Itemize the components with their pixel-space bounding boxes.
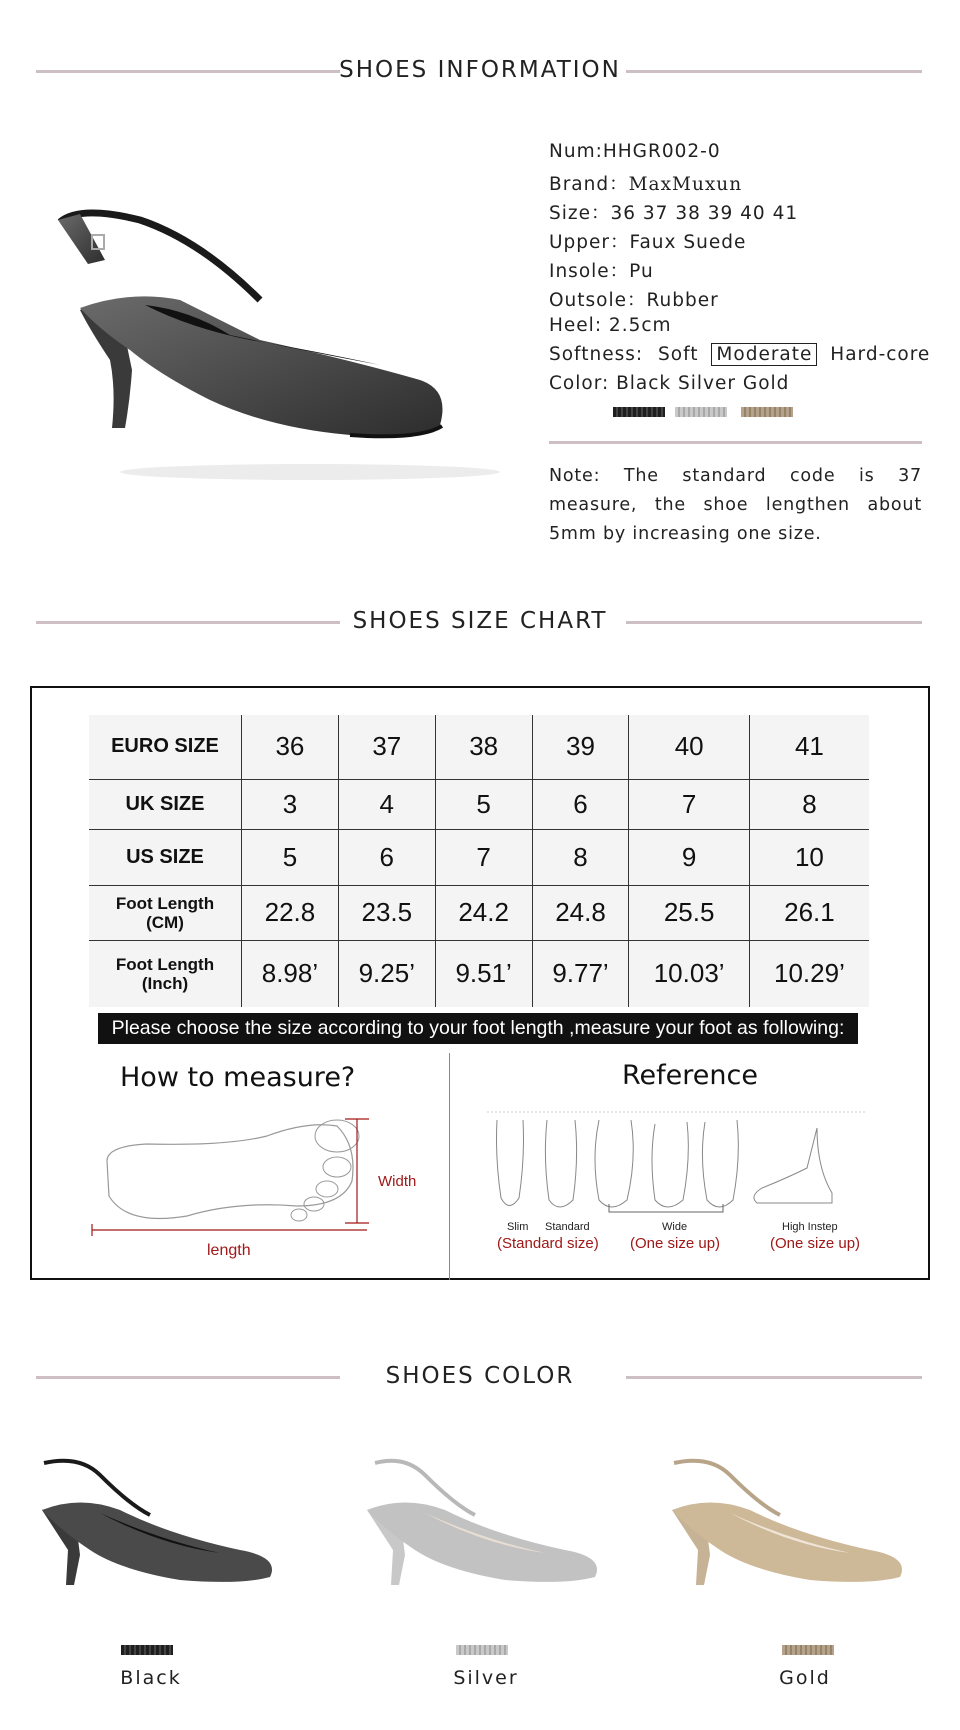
info-softness xyxy=(549,344,930,365)
shoe-black-image xyxy=(40,1455,290,1595)
ref-wide: Wide xyxy=(662,1221,688,1233)
table-cell: 38 xyxy=(435,715,532,779)
size-title: SHOES SIZE CHART xyxy=(352,608,608,634)
section-title-size xyxy=(0,608,960,638)
table-cell: 6 xyxy=(338,829,435,885)
table-cell: 5 xyxy=(242,829,339,885)
table-cell: 4 xyxy=(338,779,435,829)
row-label: US SIZE xyxy=(89,829,242,885)
brand-value: MaxMuxun xyxy=(628,174,743,195)
reference-title: Reference xyxy=(622,1060,758,1091)
info-num: Num:HHGR002-0 xyxy=(549,141,721,162)
swatch-gold xyxy=(741,407,793,417)
foot-reference-diagram xyxy=(487,1108,867,1220)
table-cell: 8 xyxy=(532,829,629,885)
color-name-black: Black xyxy=(120,1667,182,1689)
color-swatch-silver xyxy=(456,1645,508,1655)
table-cell: 7 xyxy=(435,829,532,885)
table-cell: 22.8 xyxy=(242,885,339,940)
table-cell: 9.51’ xyxy=(435,940,532,1007)
table-row xyxy=(89,940,869,1007)
table-cell: 36 xyxy=(242,715,339,779)
info-brand xyxy=(549,170,742,196)
main-shoe-image xyxy=(50,200,500,490)
swatch-silver xyxy=(675,407,727,417)
info-insole: Insole：Pu xyxy=(549,261,654,282)
brand-label: Brand： xyxy=(549,174,629,195)
table-cell: 3 xyxy=(242,779,339,829)
length-label: length xyxy=(207,1242,251,1259)
measure-title: How to measure? xyxy=(120,1062,356,1093)
softness-hard: Hard-core xyxy=(830,344,931,365)
softness-label: Softness: xyxy=(549,344,644,365)
row-label-line1: Foot Length xyxy=(115,893,215,913)
softness-moderate: Moderate xyxy=(711,343,817,366)
info-upper: Upper：Faux Suede xyxy=(549,232,747,253)
table-cell: 23.5 xyxy=(338,885,435,940)
row-label xyxy=(89,885,242,940)
table-cell: 40 xyxy=(629,715,749,779)
row-label: UK SIZE xyxy=(89,779,242,829)
table-cell: 25.5 xyxy=(629,885,749,940)
info-divider xyxy=(549,441,922,444)
size-chart-frame xyxy=(30,686,930,1280)
table-cell: 37 xyxy=(338,715,435,779)
shoe-silver-image xyxy=(365,1455,615,1595)
ref-slim: Slim xyxy=(507,1221,529,1233)
info-note: Note: The standard code is 37 measure, the shoe lengthen about 5mm by increasing one size. xyxy=(549,466,922,544)
info-size: Size：36 37 38 39 40 41 xyxy=(549,203,799,224)
table-cell: 8 xyxy=(749,779,869,829)
table-cell: 6 xyxy=(532,779,629,829)
shoe-gold-image xyxy=(670,1455,920,1595)
table-cell: 9 xyxy=(629,829,749,885)
softness-soft: Soft xyxy=(658,344,699,365)
table-row xyxy=(89,779,869,829)
info-title: SHOES INFORMATION xyxy=(339,57,621,83)
table-cell: 9.25’ xyxy=(338,940,435,1007)
ref-one-size-up-wide: (One size up) xyxy=(630,1235,721,1252)
row-label-line2: (CM) xyxy=(146,912,184,932)
color-name-silver: Silver xyxy=(453,1667,519,1689)
ref-one-size-up-instep: (One size up) xyxy=(770,1235,861,1252)
table-cell: 26.1 xyxy=(749,885,869,940)
table-cell: 8.98’ xyxy=(242,940,339,1007)
table-cell: 10 xyxy=(749,829,869,885)
width-label: Width xyxy=(378,1173,417,1190)
ref-high-instep: High Instep xyxy=(782,1221,838,1233)
size-table xyxy=(89,715,869,1007)
table-cell: 39 xyxy=(532,715,629,779)
instruction-bar: Please choose the size according to your foot length ,measure your foot as following: xyxy=(98,1013,858,1044)
color-name-gold: Gold xyxy=(779,1667,831,1689)
color-swatch-black xyxy=(121,1645,173,1655)
color-swatch-gold xyxy=(782,1645,834,1655)
info-heel: Heel: 2.5cm xyxy=(549,315,672,336)
table-cell: 5 xyxy=(435,779,532,829)
table-row xyxy=(89,829,869,885)
section-title-info xyxy=(0,57,960,87)
table-cell: 7 xyxy=(629,779,749,829)
section-title-color xyxy=(0,1363,960,1393)
swatch-black xyxy=(613,407,665,417)
foot-outline-diagram xyxy=(87,1106,427,1256)
table-cell: 24.2 xyxy=(435,885,532,940)
info-outsole: Outsole：Rubber xyxy=(549,290,719,311)
table-cell: 24.8 xyxy=(532,885,629,940)
info-color: Color: Black Silver Gold xyxy=(549,373,790,394)
table-row xyxy=(89,715,869,779)
table-cell: 10.29’ xyxy=(749,940,869,1007)
row-label: EURO SIZE xyxy=(111,735,219,758)
table-cell: 41 xyxy=(749,715,869,779)
ref-standard-size: (Standard size) xyxy=(497,1235,599,1252)
color-title: SHOES COLOR xyxy=(385,1363,575,1389)
ref-standard: Standard xyxy=(545,1221,590,1233)
table-cell: 10.03’ xyxy=(629,940,749,1007)
row-label-line2: (Inch) xyxy=(141,973,189,993)
table-cell: 9.77’ xyxy=(532,940,629,1007)
column-divider xyxy=(449,1053,450,1280)
row-label-line1: Foot Length xyxy=(115,954,215,974)
row-label xyxy=(89,940,242,1007)
table-row xyxy=(89,885,869,940)
